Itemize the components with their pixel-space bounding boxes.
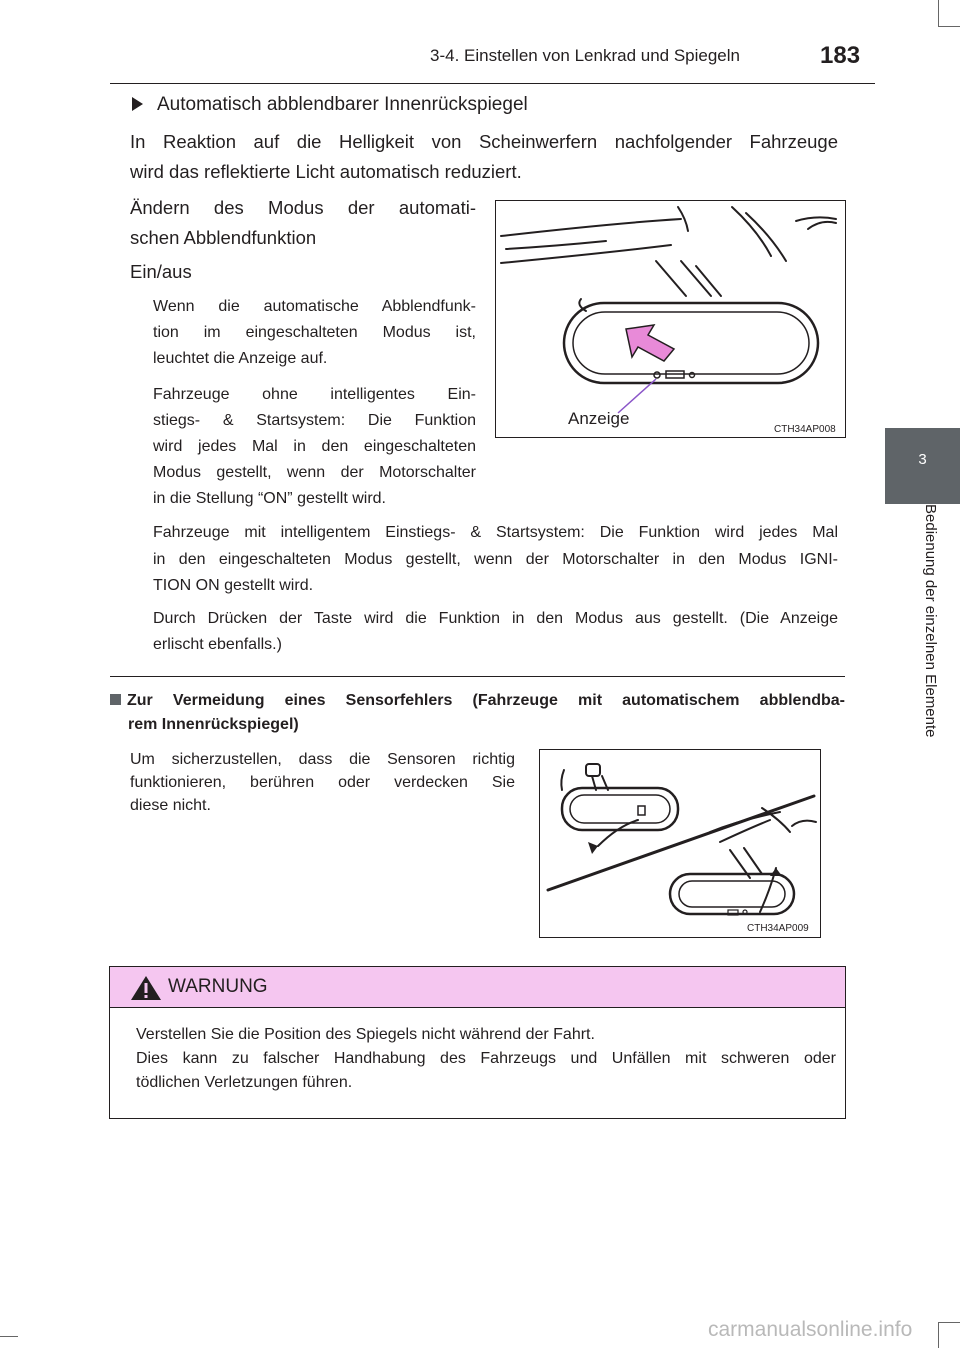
chapter-tab xyxy=(885,428,960,504)
para2-line1: Fahrzeuge ohne intelligentes Ein- xyxy=(153,386,476,403)
section1-heading xyxy=(132,94,528,116)
section1-intro-line2: wird das reflektierte Licht automatisch reduziert. xyxy=(130,161,522,182)
header-section-title: 3-4. Einstellen von Lenkrad und Spiegeln xyxy=(430,46,740,65)
figure2-code: CTH34AP009 xyxy=(747,923,809,934)
para1-line1: Wenn die automatische Abblendfunk- xyxy=(153,298,476,315)
warning-line3: tödlichen Verletzungen führen. xyxy=(136,1074,353,1091)
warning-triangle-icon xyxy=(130,975,162,1001)
section-divider xyxy=(110,676,845,677)
warning-header xyxy=(110,967,845,1008)
para2-line3: wird jedes Mal in den eingeschalteten xyxy=(153,438,476,455)
para3-line2: in den eingeschalteten Modus gestellt, wenn der Motorschalter in den Modus IGNI- xyxy=(153,551,838,568)
mirror-illustration xyxy=(496,201,845,437)
chapter-label xyxy=(885,504,960,804)
para2-line2: stiegs- & Startsystem: Die Funktion xyxy=(153,412,476,429)
crop-mark xyxy=(938,1322,960,1323)
page-number: 183 xyxy=(820,42,861,69)
crop-mark xyxy=(938,0,939,26)
on-off-label: Ein/aus xyxy=(130,261,192,282)
figure1-label-anzeige: Anzeige xyxy=(568,409,630,428)
para4-line1: Durch Drücken der Taste wird die Funktion in den Modus aus gestellt. (Die Anzeige xyxy=(153,610,838,627)
header-rule xyxy=(110,83,875,84)
mode-title-line1: Ändern des Modus der automati- xyxy=(130,197,476,218)
crop-mark xyxy=(0,1336,18,1337)
warning-body xyxy=(136,1023,836,1095)
watermark: carmanualsonline.info xyxy=(708,1318,913,1341)
para3-line3: TION ON gestellt wird. xyxy=(153,577,314,594)
section2-body-line1: Um sicherzustellen, dass die Sensoren richtig xyxy=(130,751,515,768)
para2-line4: Modus gestellt, wenn der Motorschalter xyxy=(153,464,476,481)
para3-line1: Fahrzeuge mit intelligentem Einstiegs- & Startsystem: Die Funktion wird jedes Mal xyxy=(153,524,838,541)
warning-line1: Verstellen Sie die Position des Spiegels nicht während der Fahrt. xyxy=(136,1026,595,1043)
section1-intro-line1: In Reaktion auf die Helligkeit von Scheinwerfern nachfolgender Fahrzeuge xyxy=(130,131,838,152)
section2-body-line3: diese nicht. xyxy=(130,797,211,814)
square-bullet-icon xyxy=(110,694,121,705)
warning-line2: Dies kann zu falscher Handhabung des Fahrzeugs und Unfällen mit schweren oder xyxy=(136,1050,836,1067)
sensor-arrow-icon xyxy=(588,842,598,854)
para2-line5: in die Stellung “ON” gestellt wird. xyxy=(153,490,386,507)
section2-heading-line2: rem Innenrückspiegel) xyxy=(128,716,299,733)
press-arrow-icon xyxy=(626,325,674,361)
section2-heading-text1: Zur Vermeidung eines Sensorfehlers (Fahrzeuge mit automatischem abblendba- xyxy=(127,692,845,709)
section2-body-line2: funktionieren, berühren oder verdecken Sie xyxy=(130,774,515,791)
chapter-number: 3 xyxy=(918,451,927,468)
section1-heading-text: Automatisch abblendbarer Innenrückspiegel xyxy=(157,94,528,115)
triangle-bullet-icon xyxy=(132,97,143,111)
warning-title: WARNUNG xyxy=(168,976,268,997)
chapter-label-text: Bedienung der einzelnen Elemente xyxy=(922,504,939,738)
warning-box xyxy=(109,966,846,1119)
sensor-illustration xyxy=(540,750,820,937)
figure-mirror-indicator xyxy=(495,200,846,438)
mode-title-line2: schen Abblendfunktion xyxy=(130,227,317,248)
crop-mark xyxy=(938,1322,939,1348)
para1-line2: tion im eingeschalteten Modus ist, xyxy=(153,324,476,341)
figure1-code: CTH34AP008 xyxy=(774,424,836,435)
para1-line3: leuchtet die Anzeige auf. xyxy=(153,350,328,367)
para4-line2: erlischt ebenfalls.) xyxy=(153,636,282,653)
section2-heading-line1 xyxy=(110,688,845,714)
crop-mark xyxy=(938,26,960,27)
figure-sensor-locations xyxy=(539,749,821,938)
